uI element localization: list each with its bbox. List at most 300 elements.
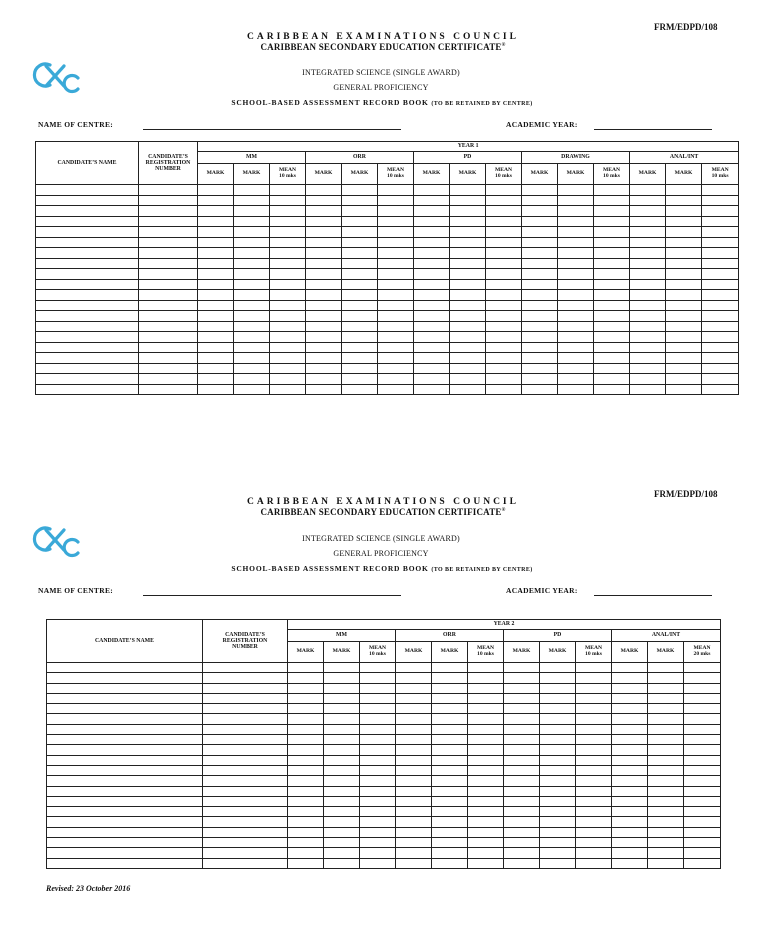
- mark-cell[interactable]: [540, 848, 576, 858]
- mark-cell[interactable]: [288, 673, 324, 683]
- mark-cell[interactable]: [234, 279, 270, 290]
- mark-cell[interactable]: [522, 216, 558, 227]
- registration-number-cell[interactable]: [139, 321, 198, 332]
- mark-cell[interactable]: [522, 332, 558, 343]
- mark-cell[interactable]: [612, 714, 648, 724]
- mark-cell[interactable]: [324, 735, 360, 745]
- mark-cell[interactable]: [540, 745, 576, 755]
- mark-cell[interactable]: [324, 724, 360, 734]
- mark-cell[interactable]: [306, 332, 342, 343]
- mark-cell[interactable]: [288, 786, 324, 796]
- mark-cell[interactable]: [360, 765, 396, 775]
- mark-cell[interactable]: [558, 290, 594, 301]
- registration-number-cell[interactable]: [139, 206, 198, 217]
- mark-cell[interactable]: [324, 796, 360, 806]
- mark-cell[interactable]: [198, 300, 234, 311]
- mark-cell[interactable]: [702, 195, 739, 206]
- mark-cell[interactable]: [540, 807, 576, 817]
- mark-cell[interactable]: [234, 374, 270, 385]
- mark-cell[interactable]: [504, 858, 540, 868]
- registration-number-cell[interactable]: [203, 735, 288, 745]
- mark-cell[interactable]: [666, 248, 702, 259]
- mark-cell[interactable]: [342, 332, 378, 343]
- mark-cell[interactable]: [504, 827, 540, 837]
- mark-cell[interactable]: [306, 227, 342, 238]
- mark-cell[interactable]: [342, 258, 378, 269]
- mark-cell[interactable]: [594, 227, 630, 238]
- mark-cell[interactable]: [540, 786, 576, 796]
- mark-cell[interactable]: [378, 248, 414, 259]
- mark-cell[interactable]: [450, 258, 486, 269]
- mark-cell[interactable]: [702, 206, 739, 217]
- mark-cell[interactable]: [450, 374, 486, 385]
- mark-cell[interactable]: [234, 248, 270, 259]
- mark-cell[interactable]: [270, 332, 306, 343]
- mark-cell[interactable]: [648, 714, 684, 724]
- mark-cell[interactable]: [576, 838, 612, 848]
- mark-cell[interactable]: [432, 796, 468, 806]
- mark-cell[interactable]: [504, 786, 540, 796]
- candidate-name-cell[interactable]: [47, 673, 203, 683]
- mark-cell[interactable]: [576, 683, 612, 693]
- mark-cell[interactable]: [522, 384, 558, 395]
- mark-cell[interactable]: [288, 714, 324, 724]
- mark-cell[interactable]: [432, 817, 468, 827]
- registration-number-cell[interactable]: [139, 290, 198, 301]
- mark-cell[interactable]: [270, 384, 306, 395]
- mark-cell[interactable]: [324, 745, 360, 755]
- mark-cell[interactable]: [360, 704, 396, 714]
- registration-number-cell[interactable]: [203, 827, 288, 837]
- mark-cell[interactable]: [630, 384, 666, 395]
- mark-cell[interactable]: [414, 206, 450, 217]
- mark-cell[interactable]: [360, 683, 396, 693]
- mark-cell[interactable]: [612, 745, 648, 755]
- mark-cell[interactable]: [450, 269, 486, 280]
- mark-cell[interactable]: [324, 765, 360, 775]
- mark-cell[interactable]: [360, 848, 396, 858]
- registration-number-cell[interactable]: [203, 858, 288, 868]
- mark-cell[interactable]: [396, 817, 432, 827]
- mark-cell[interactable]: [576, 858, 612, 868]
- mark-cell[interactable]: [540, 714, 576, 724]
- mark-cell[interactable]: [360, 796, 396, 806]
- mark-cell[interactable]: [648, 807, 684, 817]
- mark-cell[interactable]: [522, 206, 558, 217]
- mark-cell[interactable]: [666, 206, 702, 217]
- mark-cell[interactable]: [522, 300, 558, 311]
- mark-cell[interactable]: [522, 269, 558, 280]
- mark-cell[interactable]: [648, 827, 684, 837]
- mark-cell[interactable]: [396, 745, 432, 755]
- mark-cell[interactable]: [324, 663, 360, 673]
- registration-number-cell[interactable]: [203, 786, 288, 796]
- mark-cell[interactable]: [594, 269, 630, 280]
- mark-cell[interactable]: [594, 374, 630, 385]
- mark-cell[interactable]: [522, 258, 558, 269]
- mark-cell[interactable]: [648, 817, 684, 827]
- mark-cell[interactable]: [306, 248, 342, 259]
- mark-cell[interactable]: [612, 683, 648, 693]
- mark-cell[interactable]: [522, 248, 558, 259]
- mark-cell[interactable]: [666, 237, 702, 248]
- mark-cell[interactable]: [504, 724, 540, 734]
- mark-cell[interactable]: [612, 776, 648, 786]
- mark-cell[interactable]: [396, 796, 432, 806]
- mark-cell[interactable]: [414, 195, 450, 206]
- mark-cell[interactable]: [288, 848, 324, 858]
- mark-cell[interactable]: [234, 311, 270, 322]
- mark-cell[interactable]: [702, 374, 739, 385]
- mark-cell[interactable]: [198, 321, 234, 332]
- mark-cell[interactable]: [630, 195, 666, 206]
- mark-cell[interactable]: [378, 374, 414, 385]
- mark-cell[interactable]: [540, 683, 576, 693]
- candidate-name-cell[interactable]: [47, 724, 203, 734]
- mark-cell[interactable]: [270, 258, 306, 269]
- candidate-name-cell[interactable]: [36, 342, 139, 353]
- mark-cell[interactable]: [342, 321, 378, 332]
- mark-cell[interactable]: [432, 693, 468, 703]
- mark-cell[interactable]: [576, 673, 612, 683]
- mark-cell[interactable]: [558, 363, 594, 374]
- mark-cell[interactable]: [414, 342, 450, 353]
- mark-cell[interactable]: [702, 363, 739, 374]
- mark-cell[interactable]: [378, 237, 414, 248]
- mark-cell[interactable]: [432, 745, 468, 755]
- mark-cell[interactable]: [504, 848, 540, 858]
- mark-cell[interactable]: [702, 342, 739, 353]
- mark-cell[interactable]: [630, 258, 666, 269]
- registration-number-cell[interactable]: [139, 269, 198, 280]
- registration-number-cell[interactable]: [139, 311, 198, 322]
- mark-cell[interactable]: [540, 838, 576, 848]
- mark-cell[interactable]: [306, 237, 342, 248]
- mark-cell[interactable]: [468, 755, 504, 765]
- mark-cell[interactable]: [324, 807, 360, 817]
- mark-cell[interactable]: [360, 745, 396, 755]
- mark-cell[interactable]: [558, 216, 594, 227]
- mark-cell[interactable]: [540, 817, 576, 827]
- mark-cell[interactable]: [288, 838, 324, 848]
- mark-cell[interactable]: [522, 353, 558, 364]
- mark-cell[interactable]: [684, 827, 721, 837]
- mark-cell[interactable]: [450, 311, 486, 322]
- mark-cell[interactable]: [576, 807, 612, 817]
- registration-number-cell[interactable]: [139, 248, 198, 259]
- registration-number-cell[interactable]: [139, 374, 198, 385]
- registration-number-cell[interactable]: [139, 332, 198, 343]
- mark-cell[interactable]: [270, 227, 306, 238]
- mark-cell[interactable]: [450, 290, 486, 301]
- mark-cell[interactable]: [648, 724, 684, 734]
- mark-cell[interactable]: [414, 332, 450, 343]
- mark-cell[interactable]: [486, 206, 522, 217]
- mark-cell[interactable]: [486, 300, 522, 311]
- mark-cell[interactable]: [306, 353, 342, 364]
- mark-cell[interactable]: [666, 384, 702, 395]
- mark-cell[interactable]: [558, 321, 594, 332]
- mark-cell[interactable]: [342, 363, 378, 374]
- mark-cell[interactable]: [360, 724, 396, 734]
- mark-cell[interactable]: [666, 227, 702, 238]
- mark-cell[interactable]: [306, 384, 342, 395]
- mark-cell[interactable]: [594, 185, 630, 196]
- mark-cell[interactable]: [702, 290, 739, 301]
- mark-cell[interactable]: [378, 290, 414, 301]
- mark-cell[interactable]: [396, 704, 432, 714]
- mark-cell[interactable]: [432, 755, 468, 765]
- mark-cell[interactable]: [324, 858, 360, 868]
- mark-cell[interactable]: [558, 342, 594, 353]
- mark-cell[interactable]: [594, 206, 630, 217]
- mark-cell[interactable]: [486, 185, 522, 196]
- mark-cell[interactable]: [468, 673, 504, 683]
- mark-cell[interactable]: [414, 321, 450, 332]
- mark-cell[interactable]: [306, 185, 342, 196]
- mark-cell[interactable]: [450, 248, 486, 259]
- mark-cell[interactable]: [378, 185, 414, 196]
- mark-cell[interactable]: [594, 237, 630, 248]
- mark-cell[interactable]: [288, 817, 324, 827]
- candidate-name-cell[interactable]: [36, 311, 139, 322]
- mark-cell[interactable]: [396, 827, 432, 837]
- registration-number-cell[interactable]: [203, 848, 288, 858]
- candidate-name-cell[interactable]: [47, 683, 203, 693]
- mark-cell[interactable]: [630, 227, 666, 238]
- mark-cell[interactable]: [270, 248, 306, 259]
- mark-cell[interactable]: [612, 858, 648, 868]
- mark-cell[interactable]: [288, 704, 324, 714]
- registration-number-cell[interactable]: [203, 714, 288, 724]
- mark-cell[interactable]: [288, 807, 324, 817]
- mark-cell[interactable]: [684, 796, 721, 806]
- mark-cell[interactable]: [306, 216, 342, 227]
- mark-cell[interactable]: [594, 363, 630, 374]
- mark-cell[interactable]: [666, 342, 702, 353]
- registration-number-cell[interactable]: [139, 353, 198, 364]
- mark-cell[interactable]: [324, 786, 360, 796]
- mark-cell[interactable]: [576, 765, 612, 775]
- mark-cell[interactable]: [324, 714, 360, 724]
- mark-cell[interactable]: [396, 714, 432, 724]
- mark-cell[interactable]: [612, 827, 648, 837]
- mark-cell[interactable]: [288, 724, 324, 734]
- candidate-name-cell[interactable]: [36, 374, 139, 385]
- mark-cell[interactable]: [486, 248, 522, 259]
- mark-cell[interactable]: [378, 269, 414, 280]
- candidate-name-cell[interactable]: [36, 227, 139, 238]
- mark-cell[interactable]: [648, 848, 684, 858]
- mark-cell[interactable]: [612, 786, 648, 796]
- mark-cell[interactable]: [198, 258, 234, 269]
- mark-cell[interactable]: [414, 279, 450, 290]
- mark-cell[interactable]: [468, 786, 504, 796]
- mark-cell[interactable]: [594, 258, 630, 269]
- candidate-name-cell[interactable]: [47, 786, 203, 796]
- mark-cell[interactable]: [234, 195, 270, 206]
- mark-cell[interactable]: [648, 704, 684, 714]
- mark-cell[interactable]: [288, 735, 324, 745]
- mark-cell[interactable]: [612, 663, 648, 673]
- registration-number-cell[interactable]: [139, 216, 198, 227]
- mark-cell[interactable]: [576, 704, 612, 714]
- mark-cell[interactable]: [432, 776, 468, 786]
- mark-cell[interactable]: [432, 724, 468, 734]
- mark-cell[interactable]: [684, 724, 721, 734]
- mark-cell[interactable]: [540, 693, 576, 703]
- mark-cell[interactable]: [198, 353, 234, 364]
- mark-cell[interactable]: [414, 353, 450, 364]
- mark-cell[interactable]: [486, 311, 522, 322]
- mark-cell[interactable]: [450, 384, 486, 395]
- mark-cell[interactable]: [666, 195, 702, 206]
- mark-cell[interactable]: [522, 321, 558, 332]
- mark-cell[interactable]: [342, 216, 378, 227]
- registration-number-cell[interactable]: [203, 673, 288, 683]
- mark-cell[interactable]: [594, 195, 630, 206]
- mark-cell[interactable]: [342, 311, 378, 322]
- mark-cell[interactable]: [270, 342, 306, 353]
- mark-cell[interactable]: [324, 755, 360, 765]
- mark-cell[interactable]: [306, 206, 342, 217]
- mark-cell[interactable]: [576, 848, 612, 858]
- mark-cell[interactable]: [396, 683, 432, 693]
- mark-cell[interactable]: [540, 827, 576, 837]
- mark-cell[interactable]: [378, 227, 414, 238]
- mark-cell[interactable]: [684, 673, 721, 683]
- mark-cell[interactable]: [360, 735, 396, 745]
- mark-cell[interactable]: [288, 858, 324, 868]
- registration-number-cell[interactable]: [203, 693, 288, 703]
- mark-cell[interactable]: [648, 776, 684, 786]
- candidate-name-cell[interactable]: [47, 745, 203, 755]
- mark-cell[interactable]: [648, 858, 684, 868]
- mark-cell[interactable]: [666, 311, 702, 322]
- mark-cell[interactable]: [432, 765, 468, 775]
- mark-cell[interactable]: [504, 765, 540, 775]
- mark-cell[interactable]: [324, 776, 360, 786]
- mark-cell[interactable]: [306, 321, 342, 332]
- mark-cell[interactable]: [378, 279, 414, 290]
- mark-cell[interactable]: [324, 838, 360, 848]
- mark-cell[interactable]: [594, 311, 630, 322]
- candidate-name-cell[interactable]: [47, 735, 203, 745]
- mark-cell[interactable]: [576, 714, 612, 724]
- mark-cell[interactable]: [504, 735, 540, 745]
- mark-cell[interactable]: [324, 683, 360, 693]
- mark-cell[interactable]: [198, 269, 234, 280]
- mark-cell[interactable]: [486, 237, 522, 248]
- mark-cell[interactable]: [576, 693, 612, 703]
- mark-cell[interactable]: [540, 673, 576, 683]
- mark-cell[interactable]: [504, 714, 540, 724]
- mark-cell[interactable]: [486, 269, 522, 280]
- mark-cell[interactable]: [198, 290, 234, 301]
- mark-cell[interactable]: [504, 663, 540, 673]
- mark-cell[interactable]: [468, 807, 504, 817]
- mark-cell[interactable]: [630, 185, 666, 196]
- mark-cell[interactable]: [630, 216, 666, 227]
- mark-cell[interactable]: [630, 279, 666, 290]
- candidate-name-cell[interactable]: [47, 827, 203, 837]
- mark-cell[interactable]: [468, 735, 504, 745]
- mark-cell[interactable]: [702, 332, 739, 343]
- mark-cell[interactable]: [414, 311, 450, 322]
- mark-cell[interactable]: [432, 663, 468, 673]
- mark-cell[interactable]: [522, 342, 558, 353]
- mark-cell[interactable]: [594, 300, 630, 311]
- mark-cell[interactable]: [234, 216, 270, 227]
- mark-cell[interactable]: [648, 786, 684, 796]
- mark-cell[interactable]: [360, 807, 396, 817]
- mark-cell[interactable]: [198, 237, 234, 248]
- mark-cell[interactable]: [702, 384, 739, 395]
- mark-cell[interactable]: [270, 311, 306, 322]
- mark-cell[interactable]: [270, 206, 306, 217]
- mark-cell[interactable]: [198, 384, 234, 395]
- mark-cell[interactable]: [324, 704, 360, 714]
- mark-cell[interactable]: [342, 300, 378, 311]
- mark-cell[interactable]: [486, 332, 522, 343]
- mark-cell[interactable]: [468, 663, 504, 673]
- mark-cell[interactable]: [306, 258, 342, 269]
- mark-cell[interactable]: [558, 206, 594, 217]
- mark-cell[interactable]: [468, 693, 504, 703]
- mark-cell[interactable]: [486, 195, 522, 206]
- candidate-name-cell[interactable]: [47, 858, 203, 868]
- registration-number-cell[interactable]: [139, 363, 198, 374]
- mark-cell[interactable]: [396, 838, 432, 848]
- mark-cell[interactable]: [288, 683, 324, 693]
- mark-cell[interactable]: [270, 374, 306, 385]
- mark-cell[interactable]: [666, 363, 702, 374]
- registration-number-cell[interactable]: [203, 807, 288, 817]
- registration-number-cell[interactable]: [139, 227, 198, 238]
- mark-cell[interactable]: [342, 279, 378, 290]
- mark-cell[interactable]: [648, 693, 684, 703]
- mark-cell[interactable]: [702, 227, 739, 238]
- mark-cell[interactable]: [396, 673, 432, 683]
- registration-number-cell[interactable]: [203, 704, 288, 714]
- mark-cell[interactable]: [666, 258, 702, 269]
- candidate-name-cell[interactable]: [47, 838, 203, 848]
- mark-cell[interactable]: [576, 827, 612, 837]
- mark-cell[interactable]: [558, 300, 594, 311]
- mark-cell[interactable]: [450, 237, 486, 248]
- mark-cell[interactable]: [648, 755, 684, 765]
- mark-cell[interactable]: [234, 342, 270, 353]
- candidate-name-cell[interactable]: [36, 185, 139, 196]
- mark-cell[interactable]: [630, 321, 666, 332]
- mark-cell[interactable]: [504, 683, 540, 693]
- mark-cell[interactable]: [414, 237, 450, 248]
- mark-cell[interactable]: [702, 300, 739, 311]
- mark-cell[interactable]: [666, 353, 702, 364]
- candidate-name-cell[interactable]: [47, 704, 203, 714]
- mark-cell[interactable]: [504, 807, 540, 817]
- mark-cell[interactable]: [666, 374, 702, 385]
- mark-cell[interactable]: [414, 248, 450, 259]
- registration-number-cell[interactable]: [203, 683, 288, 693]
- mark-cell[interactable]: [522, 185, 558, 196]
- mark-cell[interactable]: [612, 848, 648, 858]
- mark-cell[interactable]: [324, 673, 360, 683]
- mark-cell[interactable]: [486, 384, 522, 395]
- candidate-name-cell[interactable]: [47, 848, 203, 858]
- mark-cell[interactable]: [486, 374, 522, 385]
- mark-cell[interactable]: [450, 227, 486, 238]
